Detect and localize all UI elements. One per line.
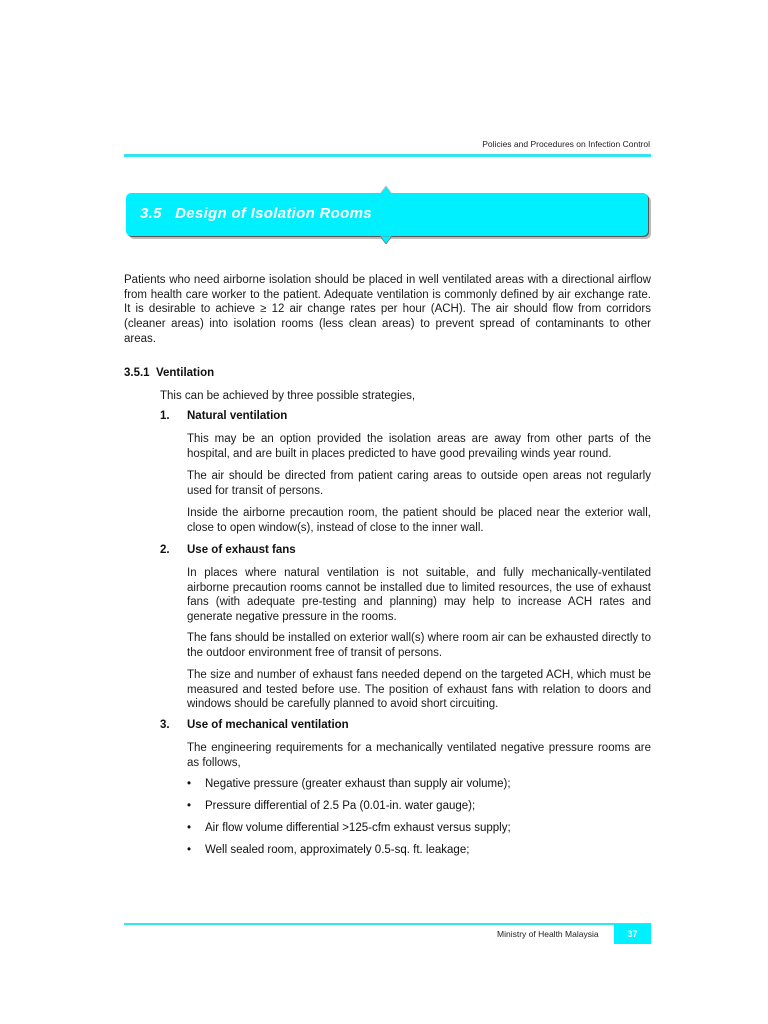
section-number: 3.5 — [140, 205, 162, 222]
footer-rule — [124, 923, 651, 925]
footer-publisher: Ministry of Health Malaysia — [497, 929, 599, 939]
bullet-dot: • — [187, 822, 192, 834]
header-rule — [124, 154, 651, 157]
running-header: Policies and Procedures on Infection Control — [482, 139, 650, 149]
bullet-text: Pressure differential of 2.5 Pa (0.01-in. water gauge); — [205, 800, 476, 812]
banner-notch-bottom — [380, 236, 392, 244]
bullet-dot: • — [187, 800, 192, 812]
subsection-heading: 3.5.1 Ventilation — [124, 367, 215, 379]
bullet-dot: • — [187, 778, 192, 790]
item-paragraph: The size and number of exhaust fans needed depend on the targeted ACH, which must be measured and tested before use. The position of exhaust fans with relation to doors and windows should be carefully planned to avoid short circuiting. — [187, 669, 651, 711]
item-title: Natural ventilation — [187, 410, 288, 422]
bullet-dot: • — [187, 844, 192, 856]
section-title — [140, 205, 372, 222]
bullet-text: Negative pressure (greater exhaust than supply air volume); — [205, 778, 511, 790]
bullet-text: Well sealed room, approximately 0.5-sq. ft. leakage; — [205, 844, 470, 856]
item-paragraph: The air should be directed from patient caring areas to outside open areas not regularly used for transit of persons. — [187, 470, 651, 497]
item-paragraph: This may be an option provided the isolation areas are away from other parts of the hospital, and are built in places predicted to have good prevailing winds year round. — [187, 433, 651, 460]
item-paragraph: Inside the airborne precaution room, the patient should be placed near the exterior wall, close to open window(s), instead of close to the inner wall. — [187, 507, 651, 534]
item-title: Use of exhaust fans — [187, 544, 296, 556]
page-number: 37 — [614, 924, 651, 944]
item-paragraph: The engineering requirements for a mechanically ventilated negative pressure rooms are as follows, — [187, 742, 651, 769]
intro-paragraph: Patients who need airborne isolation should be placed in well ventilated areas with a directional airflow from health care worker to the patient. Adequate ventilation is commonly defined by air exchange rate. It is desirable to achieve ≥ 12 air change rates per hour (ACH). The air should flow from corridors (cleaner areas) into isolation rooms (less clean areas) to prevent spread of contaminants to other areas. — [124, 274, 651, 345]
item-paragraph: In places where natural ventilation is not suitable, and fully mechanically-ventilated airborne precaution rooms cannot be installed due to limited resources, the use of exhaust fans (with adequate pre-testing and planning) may help to increase ACH rates and generate negative pressure in the rooms. — [187, 567, 651, 624]
section-banner — [126, 193, 648, 236]
item-number: 2. — [160, 544, 170, 556]
subsection-lead: This can be achieved by three possible strategies, — [160, 390, 416, 402]
item-number: 3. — [160, 719, 170, 731]
item-paragraph: The fans should be installed on exterior wall(s) where room air can be exhausted directly to the outdoor environment free of transit of persons. — [187, 632, 651, 659]
item-title: Use of mechanical ventilation — [187, 719, 349, 731]
section-title-text: Design of Isolation Rooms — [175, 205, 372, 222]
bullet-text: Air flow volume differential >125-cfm exhaust versus supply; — [205, 822, 511, 834]
item-number: 1. — [160, 410, 170, 422]
